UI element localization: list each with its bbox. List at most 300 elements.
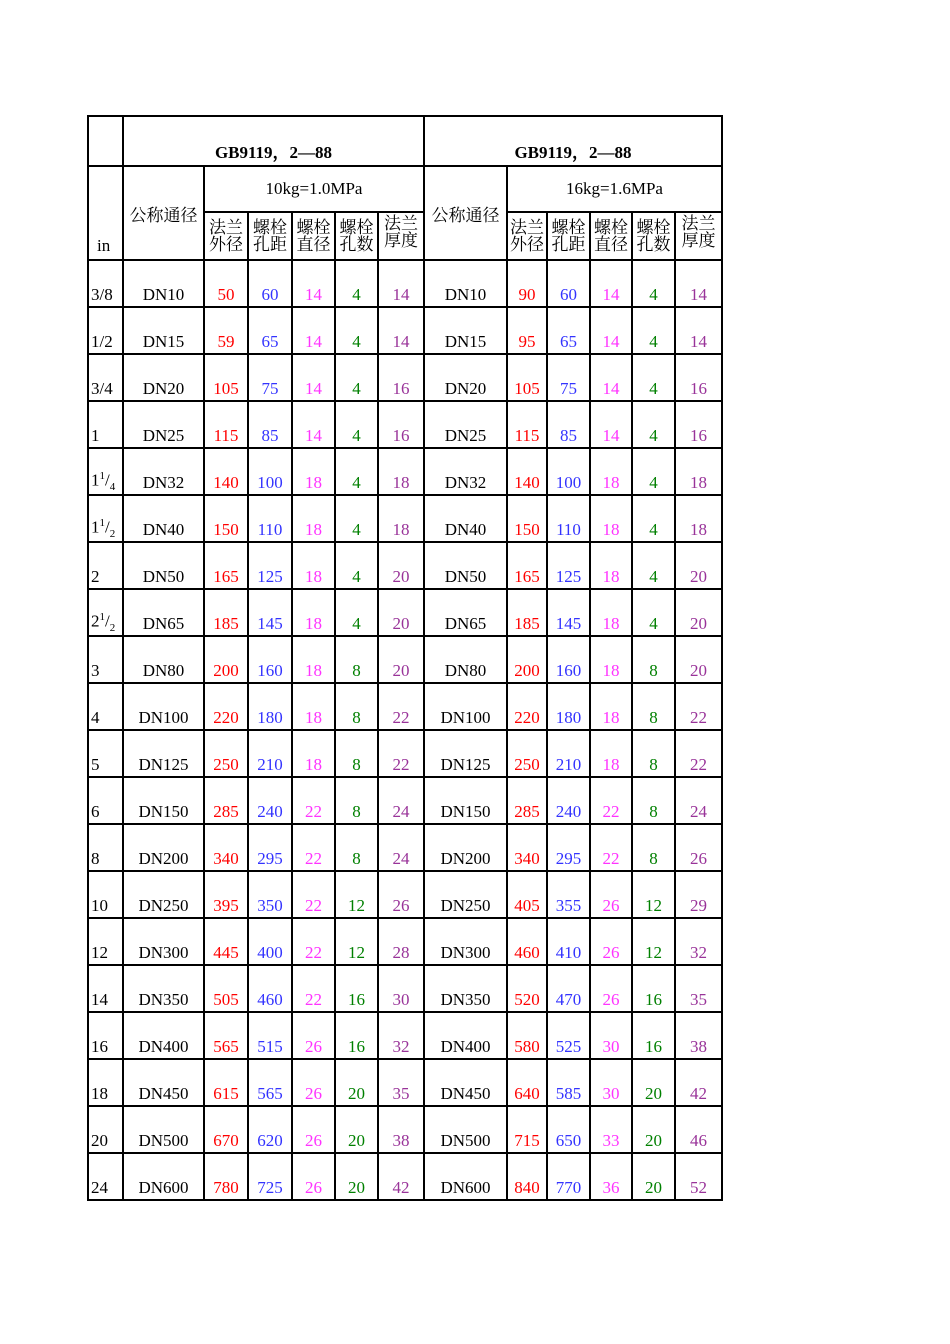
outer-diameter-right-cell: 220 — [507, 683, 547, 730]
bolt-circle-left-cell: 110 — [248, 495, 292, 542]
bolt-count-right-cell: 4 — [632, 354, 675, 401]
nominal-diameter-right: DN65 — [424, 589, 507, 636]
bolt-circle-left-cell: 460 — [248, 965, 292, 1012]
outer-diameter-left-cell: 220 — [204, 683, 248, 730]
bolt-diameter-right-cell: 26 — [590, 918, 632, 965]
bolt-count-right-cell: 8 — [632, 636, 675, 683]
nominal-diameter-right: DN150 — [424, 777, 507, 824]
bolt-count-right-cell: 8 — [632, 730, 675, 777]
inch-denominator: 2 — [109, 622, 116, 634]
inch-numerator: 1 — [99, 469, 105, 482]
thickness-right-cell: 29 — [675, 871, 722, 918]
table-row — [88, 401, 722, 448]
bolt-diameter-right-cell: 22 — [590, 824, 632, 871]
outer-diameter-right-cell: 520 — [507, 965, 547, 1012]
bolt-diameter-left-cell: 26 — [292, 1153, 335, 1200]
bolt-diameter-right-cell: 33 — [590, 1106, 632, 1153]
sub-header-thickness-right: 法兰 厚度 — [675, 212, 722, 260]
bolt-circle-right-cell: 525 — [547, 1012, 590, 1059]
nominal-diameter-left: DN125 — [123, 730, 204, 777]
outer-diameter-right-cell: 840 — [507, 1153, 547, 1200]
inch-whole: 1 — [91, 470, 100, 490]
sub-header-bolt-diameter-right: 螺栓 直径 — [590, 212, 632, 260]
thickness-right-cell: 18 — [675, 495, 722, 542]
bolt-count-right-cell: 20 — [632, 1059, 675, 1106]
thickness-left-cell: 14 — [378, 307, 424, 354]
inch-size-cell: 12 — [88, 918, 123, 965]
bolt-diameter-right-cell: 18 — [590, 683, 632, 730]
bolt-circle-left-cell: 75 — [248, 354, 292, 401]
nominal-diameter-left: DN350 — [123, 965, 204, 1012]
bolt-circle-left-cell: 125 — [248, 542, 292, 589]
outer-diameter-left-cell: 185 — [204, 589, 248, 636]
thickness-right-cell: 16 — [675, 401, 722, 448]
nominal-diameter-right: DN15 — [424, 307, 507, 354]
outer-diameter-right-cell: 150 — [507, 495, 547, 542]
bolt-count-right-cell: 20 — [632, 1153, 675, 1200]
bolt-circle-right-cell: 60 — [547, 260, 590, 307]
thickness-right-cell: 14 — [675, 260, 722, 307]
outer-diameter-left-cell: 150 — [204, 495, 248, 542]
title-right: GB9119，2—88 — [424, 116, 722, 166]
outer-diameter-left-cell: 395 — [204, 871, 248, 918]
bolt-circle-right-cell: 470 — [547, 965, 590, 1012]
outer-diameter-right-cell: 200 — [507, 636, 547, 683]
bolt-diameter-left-cell: 18 — [292, 589, 335, 636]
bolt-count-right-cell: 8 — [632, 777, 675, 824]
bolt-circle-left-cell: 350 — [248, 871, 292, 918]
table-row — [88, 1106, 722, 1153]
nominal-diameter-left: DN20 — [123, 354, 204, 401]
bolt-count-right-cell: 16 — [632, 965, 675, 1012]
outer-diameter-right-cell: 165 — [507, 542, 547, 589]
bolt-circle-left-cell: 295 — [248, 824, 292, 871]
thickness-right-cell: 18 — [675, 448, 722, 495]
bolt-circle-right-cell: 585 — [547, 1059, 590, 1106]
outer-diameter-left-cell: 115 — [204, 401, 248, 448]
bolt-diameter-left-cell: 18 — [292, 448, 335, 495]
bolt-diameter-right-cell: 18 — [590, 448, 632, 495]
inch-size-cell: 20 — [88, 1106, 123, 1153]
pressure-right: 16kg=1.6MPa — [507, 166, 722, 212]
inch-size-cell: 10 — [88, 871, 123, 918]
bolt-diameter-left-cell: 18 — [292, 730, 335, 777]
bolt-circle-left-cell: 85 — [248, 401, 292, 448]
outer-diameter-right-cell: 715 — [507, 1106, 547, 1153]
bolt-diameter-right-cell: 14 — [590, 401, 632, 448]
inch-size-cell: 8 — [88, 824, 123, 871]
thickness-left-cell: 18 — [378, 448, 424, 495]
thickness-right-cell: 24 — [675, 777, 722, 824]
thickness-right-cell: 14 — [675, 307, 722, 354]
bolt-circle-right-cell: 85 — [547, 401, 590, 448]
bolt-count-left-cell: 8 — [335, 730, 378, 777]
thickness-right-cell: 20 — [675, 589, 722, 636]
inch-size-cell: 3/4 — [88, 354, 123, 401]
bolt-diameter-right-cell: 26 — [590, 965, 632, 1012]
bolt-circle-right-cell: 160 — [547, 636, 590, 683]
outer-diameter-right-cell: 90 — [507, 260, 547, 307]
bolt-circle-right-cell: 410 — [547, 918, 590, 965]
bolt-diameter-left-cell: 26 — [292, 1059, 335, 1106]
thickness-left-cell: 26 — [378, 871, 424, 918]
bolt-count-right-cell: 4 — [632, 260, 675, 307]
thickness-left-cell: 16 — [378, 401, 424, 448]
bolt-circle-left-cell: 160 — [248, 636, 292, 683]
table-row — [88, 1059, 722, 1106]
bolt-diameter-right-cell: 30 — [590, 1012, 632, 1059]
bolt-diameter-left-cell: 22 — [292, 871, 335, 918]
thickness-left-cell: 28 — [378, 918, 424, 965]
table-row — [88, 824, 722, 871]
nominal-diameter-right: DN600 — [424, 1153, 507, 1200]
bolt-diameter-left-cell: 18 — [292, 683, 335, 730]
bolt-count-left-cell: 20 — [335, 1106, 378, 1153]
outer-diameter-left-cell: 445 — [204, 918, 248, 965]
nominal-diameter-left: DN65 — [123, 589, 204, 636]
corner-cell — [88, 116, 123, 166]
nominal-diameter-right: DN40 — [424, 495, 507, 542]
table-row — [88, 1153, 722, 1200]
table-row — [88, 683, 722, 730]
bolt-diameter-right-cell: 30 — [590, 1059, 632, 1106]
bolt-diameter-right-cell: 36 — [590, 1153, 632, 1200]
outer-diameter-left-cell: 250 — [204, 730, 248, 777]
inch-size-cell: $1^1/_4$ — [88, 448, 123, 495]
bolt-count-left-cell: 12 — [335, 871, 378, 918]
nominal-diameter-left: DN450 — [123, 1059, 204, 1106]
nominal-diameter-right: DN250 — [424, 871, 507, 918]
thickness-left-cell: 18 — [378, 495, 424, 542]
table-row — [88, 777, 722, 824]
bolt-diameter-left-cell: 26 — [292, 1106, 335, 1153]
nominal-diameter-left: DN50 — [123, 542, 204, 589]
nominal-diameter-right: DN400 — [424, 1012, 507, 1059]
sub-header-outer-diameter-right: 法兰 外径 — [507, 212, 547, 260]
bolt-count-right-cell: 12 — [632, 871, 675, 918]
bolt-circle-left-cell: 60 — [248, 260, 292, 307]
bolt-count-left-cell: 16 — [335, 965, 378, 1012]
nominal-diameter-right: DN20 — [424, 354, 507, 401]
bolt-diameter-right-cell: 18 — [590, 542, 632, 589]
outer-diameter-left-cell: 505 — [204, 965, 248, 1012]
bolt-diameter-left-cell: 22 — [292, 965, 335, 1012]
outer-diameter-left-cell: 285 — [204, 777, 248, 824]
thickness-right-cell: 52 — [675, 1153, 722, 1200]
outer-diameter-right-cell: 460 — [507, 918, 547, 965]
bolt-count-right-cell: 4 — [632, 448, 675, 495]
outer-diameter-right-cell: 250 — [507, 730, 547, 777]
table-row — [88, 636, 722, 683]
bolt-count-left-cell: 4 — [335, 307, 378, 354]
inch-whole: 2 — [91, 611, 100, 631]
table-row — [88, 965, 722, 1012]
bolt-diameter-right-cell: 26 — [590, 871, 632, 918]
sub-header-bolt-circle-left: 螺栓 孔距 — [248, 212, 292, 260]
bolt-circle-right-cell: 100 — [547, 448, 590, 495]
bolt-count-left-cell: 4 — [335, 354, 378, 401]
bolt-circle-right-cell: 650 — [547, 1106, 590, 1153]
inch-header: in — [88, 166, 123, 260]
thickness-right-cell: 22 — [675, 683, 722, 730]
nominal-diameter-right: DN25 — [424, 401, 507, 448]
bolt-count-right-cell: 8 — [632, 683, 675, 730]
nominal-diameter-right: DN50 — [424, 542, 507, 589]
bolt-diameter-left-cell: 14 — [292, 354, 335, 401]
bolt-count-right-cell: 16 — [632, 1012, 675, 1059]
nominal-diameter-left: DN40 — [123, 495, 204, 542]
bolt-circle-left-cell: 515 — [248, 1012, 292, 1059]
inch-size-cell: 4 — [88, 683, 123, 730]
bolt-count-right-cell: 4 — [632, 542, 675, 589]
inch-size-cell: 3/8 — [88, 260, 123, 307]
bolt-circle-left-cell: 400 — [248, 918, 292, 965]
outer-diameter-left-cell: 50 — [204, 260, 248, 307]
table-row — [88, 354, 722, 401]
bolt-circle-left-cell: 100 — [248, 448, 292, 495]
inch-size-cell: 1/2 — [88, 307, 123, 354]
nominal-diameter-right: DN350 — [424, 965, 507, 1012]
bolt-count-left-cell: 4 — [335, 589, 378, 636]
thickness-left-cell: 30 — [378, 965, 424, 1012]
outer-diameter-left-cell: 670 — [204, 1106, 248, 1153]
outer-diameter-left-cell: 140 — [204, 448, 248, 495]
thickness-left-cell: 42 — [378, 1153, 424, 1200]
thickness-left-cell: 24 — [378, 824, 424, 871]
inch-whole: 1 — [91, 517, 100, 537]
bolt-count-left-cell: 4 — [335, 495, 378, 542]
bolt-diameter-right-cell: 18 — [590, 730, 632, 777]
thickness-right-cell: 26 — [675, 824, 722, 871]
bolt-diameter-left-cell: 18 — [292, 636, 335, 683]
outer-diameter-left-cell: 565 — [204, 1012, 248, 1059]
bolt-diameter-right-cell: 14 — [590, 260, 632, 307]
outer-diameter-left-cell: 340 — [204, 824, 248, 871]
bolt-diameter-right-cell: 14 — [590, 307, 632, 354]
bolt-diameter-right-cell: 18 — [590, 495, 632, 542]
bolt-circle-right-cell: 125 — [547, 542, 590, 589]
bolt-diameter-right-cell: 18 — [590, 636, 632, 683]
nominal-diameter-right: DN500 — [424, 1106, 507, 1153]
thickness-left-cell: 14 — [378, 260, 424, 307]
inch-size-cell: 2 — [88, 542, 123, 589]
bolt-count-left-cell: 4 — [335, 401, 378, 448]
outer-diameter-right-cell: 405 — [507, 871, 547, 918]
nominal-diameter-right: DN10 — [424, 260, 507, 307]
thickness-right-cell: 42 — [675, 1059, 722, 1106]
sub-header-thickness-left: 法兰 厚度 — [378, 212, 424, 260]
sub-header-bolt-circle-right: 螺栓 孔距 — [547, 212, 590, 260]
thickness-right-cell: 16 — [675, 354, 722, 401]
bolt-count-left-cell: 20 — [335, 1153, 378, 1200]
bolt-circle-right-cell: 145 — [547, 589, 590, 636]
bolt-count-right-cell: 8 — [632, 824, 675, 871]
bolt-circle-left-cell: 65 — [248, 307, 292, 354]
nominal-diameter-right: DN300 — [424, 918, 507, 965]
nominal-diameter-left: DN200 — [123, 824, 204, 871]
bolt-circle-left-cell: 240 — [248, 777, 292, 824]
nominal-diameter-left: DN250 — [123, 871, 204, 918]
table-row — [88, 260, 722, 307]
bolt-count-left-cell: 8 — [335, 777, 378, 824]
bolt-circle-right-cell: 110 — [547, 495, 590, 542]
bolt-diameter-left-cell: 18 — [292, 542, 335, 589]
thickness-right-cell: 20 — [675, 542, 722, 589]
bolt-circle-left-cell: 620 — [248, 1106, 292, 1153]
bolt-count-right-cell: 4 — [632, 589, 675, 636]
inch-size-cell: 1 — [88, 401, 123, 448]
nominal-header-right: 公称通径 — [424, 166, 507, 260]
outer-diameter-left-cell: 780 — [204, 1153, 248, 1200]
bolt-circle-right-cell: 210 — [547, 730, 590, 777]
inch-size-cell: 3 — [88, 636, 123, 683]
table-row — [88, 307, 722, 354]
sub-header-outer-diameter-left: 法兰 外径 — [204, 212, 248, 260]
bolt-count-left-cell: 4 — [335, 260, 378, 307]
thickness-left-cell: 32 — [378, 1012, 424, 1059]
bolt-count-left-cell: 8 — [335, 636, 378, 683]
thickness-right-cell: 46 — [675, 1106, 722, 1153]
nominal-diameter-right: DN100 — [424, 683, 507, 730]
bolt-count-left-cell: 8 — [335, 824, 378, 871]
outer-diameter-right-cell: 140 — [507, 448, 547, 495]
thickness-right-cell: 32 — [675, 918, 722, 965]
outer-diameter-left-cell: 200 — [204, 636, 248, 683]
inch-size-cell: $2^1/_2$ — [88, 589, 123, 636]
thickness-left-cell: 35 — [378, 1059, 424, 1106]
table-row — [88, 1012, 722, 1059]
bolt-circle-left-cell: 145 — [248, 589, 292, 636]
nominal-diameter-right: DN125 — [424, 730, 507, 777]
inch-size-cell: 16 — [88, 1012, 123, 1059]
bolt-diameter-right-cell: 14 — [590, 354, 632, 401]
outer-diameter-right-cell: 105 — [507, 354, 547, 401]
bolt-diameter-right-cell: 18 — [590, 589, 632, 636]
bolt-count-right-cell: 12 — [632, 918, 675, 965]
thickness-left-cell: 16 — [378, 354, 424, 401]
thickness-left-cell: 22 — [378, 730, 424, 777]
outer-diameter-left-cell: 59 — [204, 307, 248, 354]
outer-diameter-right-cell: 340 — [507, 824, 547, 871]
bolt-count-left-cell: 8 — [335, 683, 378, 730]
thickness-left-cell: 20 — [378, 636, 424, 683]
bolt-diameter-left-cell: 14 — [292, 401, 335, 448]
bolt-count-left-cell: 4 — [335, 542, 378, 589]
table-row — [88, 730, 722, 777]
thickness-left-cell: 24 — [378, 777, 424, 824]
outer-diameter-right-cell: 580 — [507, 1012, 547, 1059]
sub-header-bolt-count-left: 螺栓 孔数 — [335, 212, 378, 260]
outer-diameter-right-cell: 640 — [507, 1059, 547, 1106]
sub-header-bolt-count-right: 螺栓 孔数 — [632, 212, 675, 260]
outer-diameter-left-cell: 165 — [204, 542, 248, 589]
bolt-diameter-left-cell: 18 — [292, 495, 335, 542]
inch-size-cell: 14 — [88, 965, 123, 1012]
bolt-count-right-cell: 4 — [632, 401, 675, 448]
nominal-diameter-left: DN300 — [123, 918, 204, 965]
nominal-diameter-left: DN15 — [123, 307, 204, 354]
thickness-left-cell: 22 — [378, 683, 424, 730]
thickness-left-cell: 20 — [378, 589, 424, 636]
bolt-circle-right-cell: 65 — [547, 307, 590, 354]
bolt-count-right-cell: 4 — [632, 495, 675, 542]
bolt-circle-left-cell: 210 — [248, 730, 292, 777]
table-row — [88, 448, 722, 495]
bolt-circle-left-cell: 565 — [248, 1059, 292, 1106]
table-row — [88, 871, 722, 918]
pressure-left: 10kg=1.0MPa — [204, 166, 424, 212]
table-row — [88, 495, 722, 542]
flange-table — [87, 115, 723, 1201]
inch-size-cell: 6 — [88, 777, 123, 824]
bolt-diameter-left-cell: 22 — [292, 824, 335, 871]
bolt-diameter-left-cell: 26 — [292, 1012, 335, 1059]
bolt-circle-right-cell: 75 — [547, 354, 590, 401]
bolt-circle-right-cell: 295 — [547, 824, 590, 871]
table-row — [88, 542, 722, 589]
thickness-right-cell: 35 — [675, 965, 722, 1012]
inch-size-cell: $1^1/_2$ — [88, 495, 123, 542]
bolt-count-right-cell: 20 — [632, 1106, 675, 1153]
bolt-circle-left-cell: 180 — [248, 683, 292, 730]
thickness-right-cell: 38 — [675, 1012, 722, 1059]
nominal-diameter-left: DN400 — [123, 1012, 204, 1059]
nominal-diameter-left: DN25 — [123, 401, 204, 448]
outer-diameter-right-cell: 95 — [507, 307, 547, 354]
inch-numerator: 1 — [99, 610, 105, 623]
bolt-circle-left-cell: 725 — [248, 1153, 292, 1200]
nominal-diameter-left: DN80 — [123, 636, 204, 683]
bolt-circle-right-cell: 770 — [547, 1153, 590, 1200]
sub-header-bolt-diameter-left: 螺栓 直径 — [292, 212, 335, 260]
bolt-circle-right-cell: 240 — [547, 777, 590, 824]
nominal-diameter-left: DN100 — [123, 683, 204, 730]
bolt-diameter-left-cell: 14 — [292, 260, 335, 307]
outer-diameter-right-cell: 285 — [507, 777, 547, 824]
bolt-circle-right-cell: 180 — [547, 683, 590, 730]
title-left: GB9119，2—88 — [123, 116, 424, 166]
thickness-right-cell: 22 — [675, 730, 722, 777]
nominal-diameter-left: DN10 — [123, 260, 204, 307]
inch-size-cell: 5 — [88, 730, 123, 777]
inch-numerator: 1 — [99, 516, 105, 529]
bolt-circle-right-cell: 355 — [547, 871, 590, 918]
outer-diameter-left-cell: 105 — [204, 354, 248, 401]
bolt-count-left-cell: 12 — [335, 918, 378, 965]
outer-diameter-left-cell: 615 — [204, 1059, 248, 1106]
table-row — [88, 589, 722, 636]
nominal-diameter-left: DN500 — [123, 1106, 204, 1153]
inch-size-cell: 18 — [88, 1059, 123, 1106]
inch-denominator: 4 — [109, 481, 116, 493]
bolt-count-right-cell: 4 — [632, 307, 675, 354]
nominal-diameter-left: DN32 — [123, 448, 204, 495]
outer-diameter-right-cell: 115 — [507, 401, 547, 448]
thickness-left-cell: 38 — [378, 1106, 424, 1153]
nominal-header-left: 公称通径 — [123, 166, 204, 260]
bolt-count-left-cell: 20 — [335, 1059, 378, 1106]
outer-diameter-right-cell: 185 — [507, 589, 547, 636]
bolt-diameter-left-cell: 22 — [292, 777, 335, 824]
nominal-diameter-right: DN32 — [424, 448, 507, 495]
nominal-diameter-right: DN200 — [424, 824, 507, 871]
nominal-diameter-left: DN150 — [123, 777, 204, 824]
bolt-count-left-cell: 16 — [335, 1012, 378, 1059]
table-row — [88, 918, 722, 965]
inch-denominator: 2 — [109, 528, 116, 540]
bolt-diameter-right-cell: 22 — [590, 777, 632, 824]
nominal-diameter-right: DN450 — [424, 1059, 507, 1106]
